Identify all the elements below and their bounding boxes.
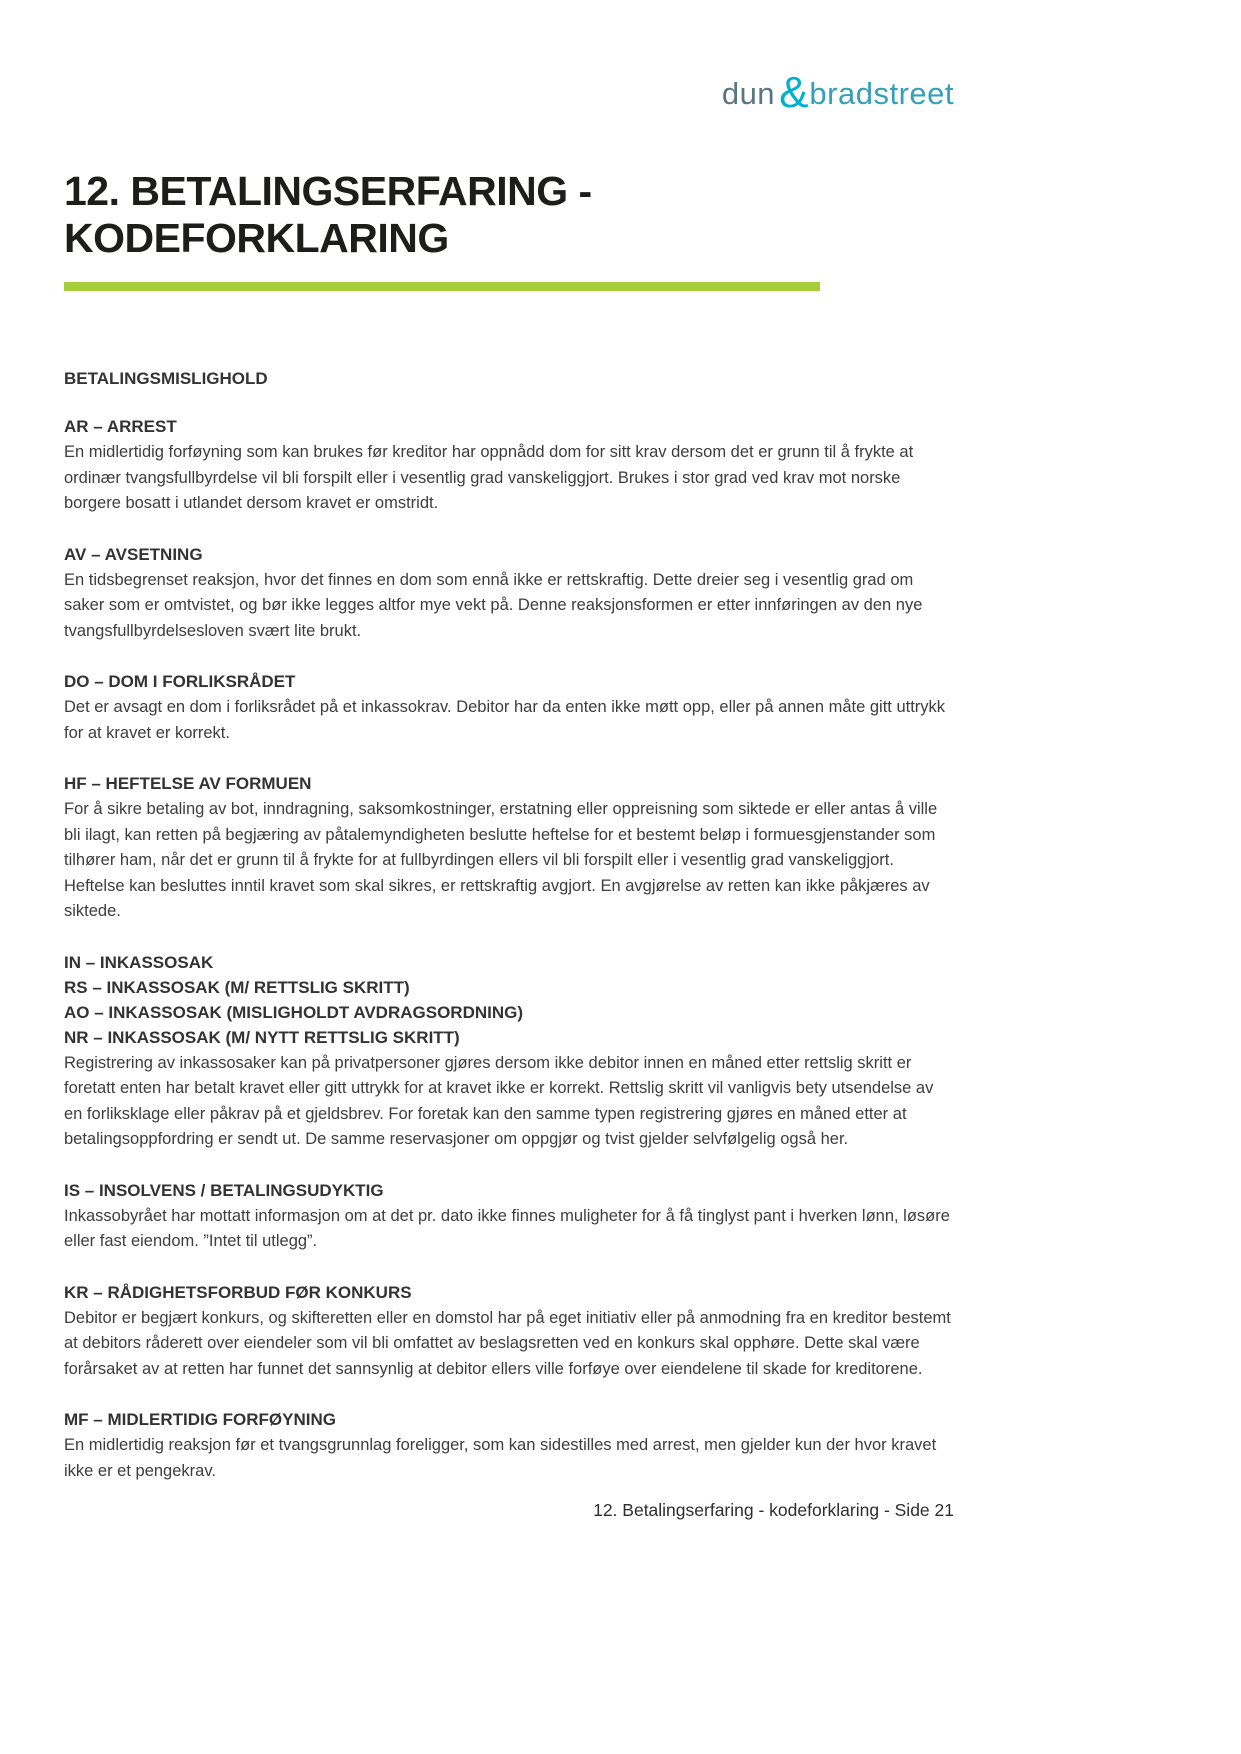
code-heading: HF – HEFTELSE AV FORMUEN <box>64 774 312 793</box>
logo-text-bradstreet: bradstreet <box>809 76 954 111</box>
code-description: En midlertidig reaksjon før et tvangsgrunnlag foreligger, som kan sidestilles med arrest, men gjelder kun der hvor kravet ikke er et pengekrav. <box>64 1436 937 1480</box>
code-heading: AV – AVSETNING <box>64 544 203 564</box>
category-heading: BETALINGSMISLIGHOLD <box>64 369 268 388</box>
content-column <box>64 0 954 1754</box>
code-description: For å sikre betaling av bot, inndragning, saksomkostninger, erstatning eller oppreisning som siktede er eller antas å ville bli ilagt, kan retten på begjæring av påtalemyndigheten beslutte heftelse for et bestemt beløp i formuesgjenstander som tilhører ham, når det er grunn til å frykte for at fullbyrdingen ellers vil bli forspilt eller i vesentlig grad vanskeliggjort. Heftelse kan besluttes inntil kravet som skal sikres, er rettskraftig avgjort. En avgjørelse av retten kan ikke påkjæres av siktede. <box>64 800 938 920</box>
code-description: En tidsbegrenset reaksjon, hvor det finnes en dom som ennå ikke er rettskraftig. Dette dreier seg i vesentlig grad om saker som er omtvistet, og bør ikke legges altfor mye vekt på. Denne reaksjonsformen er etter innføringen av den nye tvangsfullbyrdelsesloven svært lite brukt. <box>64 570 923 640</box>
title-accent-rule <box>64 282 820 291</box>
code-section <box>64 669 954 746</box>
code-section <box>64 1178 954 1255</box>
logo-ampersand-icon: & <box>779 68 809 117</box>
code-description: En midlertidig forføyning som kan brukes før kreditor har oppnådd dom for sitt krav dersom det er grunn til å frykte at ordinær tvangsfullbyrdelse vil bli forspilt eller i vesentlig grad vanskeliggjort. Brukes i stor grad ved krav mot norske borgere bosatt i utlandet dersom kravet er omstridt. <box>64 443 914 512</box>
code-description: Registrering av inkassosaker kan på privatpersoner gjøres dersom ikke debitor innen en måned etter rettslig skritt er foretatt enten har betalt kravet eller gitt uttrykk for at kravet ikke er korrekt. Rettslig skritt vil vanligvis bety utsendelse av en forliksklage eller påkrav på et gjeldsbrev. For foretak kan den samme typen registrering gjøres en måned etter at betalingsoppfordring er sendt ut. De samme reservasjoner om oppgjør og tvist gjelder selvfølgelig også her. <box>64 1053 934 1148</box>
logo-text-dun: dun <box>721 76 776 111</box>
page-footer: 12. Betalingserfaring - kodeforklaring - Side 21 <box>593 1500 954 1520</box>
code-section <box>64 1280 954 1383</box>
code-heading: NR – INKASSOSAK (M/ NYTT RETTSLIG SKRITT) <box>64 1027 460 1047</box>
code-heading: KR – RÅDIGHETSFORBUD FØR KONKURS <box>64 1282 412 1302</box>
code-heading: DO – DOM I FORLIKSRÅDET <box>64 672 296 691</box>
code-description: Debitor er begjært konkurs, og skifteretten eller en domstol har på eget initiativ eller på anmodning fra en kreditor bestemt at debitors råderett over eiendeler som vil bli omfattet av beslagsretten ved en konkurs skal opphøre. Dette skal være forårsaket av at retten har funnet det sannsynlig at debitor ellers ville forføye over eiendelene til skade for kreditorene. <box>64 1308 951 1378</box>
code-section <box>64 542 954 645</box>
code-description: Inkassobyrået har mottatt informasjon om at det pr. dato ikke finnes muligheter for å få tinglyst pant i hverken lønn, løsøre eller fast eiendom. ”Intet til utlegg”. <box>64 1206 950 1250</box>
code-section <box>64 414 954 517</box>
code-heading: IN – INKASSOSAK <box>64 952 214 972</box>
code-sections <box>64 414 954 1484</box>
dun-and-bradstreet-logo <box>721 68 954 117</box>
code-heading: AR – ARREST <box>64 417 177 436</box>
code-heading: IS – INSOLVENS / BETALINGSUDYKTIG <box>64 1180 384 1200</box>
code-heading: AO – INKASSOSAK (MISLIGHOLDT AVDRAGSORDNING) <box>64 1002 524 1022</box>
code-description: Det er avsagt en dom i forliksrådet på et inkassokrav. Debitor har da enten ikke møtt opp, eller på annen måte gitt uttrykk for at kravet er korrekt. <box>64 698 946 742</box>
code-heading: RS – INKASSOSAK (M/ RETTSLIG SKRITT) <box>64 977 410 997</box>
code-section <box>64 1407 954 1484</box>
code-section <box>64 950 954 1153</box>
code-heading: MF – MIDLERTIDIG FORFØYNING <box>64 1410 336 1429</box>
page-title: 12. BETALINGSERFARING - KODEFORKLARING <box>64 168 592 261</box>
code-section <box>64 771 954 925</box>
